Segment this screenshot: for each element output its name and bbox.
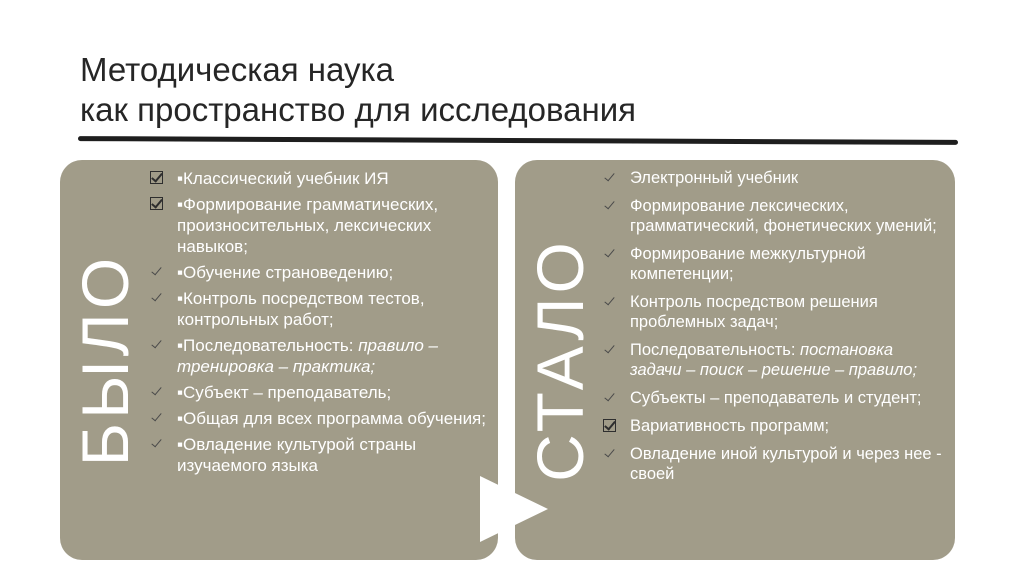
list-item: [603, 292, 948, 332]
after-panel: [515, 160, 955, 560]
item-text: ▪Обучение страноведению;: [177, 263, 394, 282]
item-text: Овладение иной культурой и через нее - своей: [630, 445, 942, 483]
check-mark-icon: [150, 265, 163, 278]
item-italic-text: правило – тренировка – практика;: [177, 336, 439, 376]
check-mark-icon: [603, 247, 616, 260]
item-text: Формирование лексических, грамматический, фонетических умений;: [630, 197, 937, 235]
check-mark-icon: [150, 385, 163, 398]
checked-box-icon: [150, 197, 163, 210]
list-item: [603, 168, 948, 188]
list-item: [150, 408, 490, 429]
list-item: [603, 196, 948, 236]
item-text: Вариативность программ;: [630, 417, 830, 435]
item-text: Субъекты – преподаватель и студент;: [630, 389, 922, 407]
right-arrow-icon: [480, 476, 548, 542]
after-label: СТАЛО: [523, 238, 597, 482]
checked-box-icon: [150, 171, 163, 184]
title-underline: [78, 136, 958, 145]
list-item: [150, 288, 490, 330]
check-mark-icon: [150, 338, 163, 351]
check-mark-icon: [603, 199, 616, 212]
list-item: [603, 244, 948, 284]
item-text: Электронный учебник: [630, 169, 799, 187]
before-list: [150, 168, 490, 481]
list-item: [150, 434, 490, 476]
item-text: ▪Последовательность:: [177, 336, 354, 355]
before-label: БЫЛО: [68, 253, 142, 467]
checked-box-icon: [603, 419, 616, 432]
item-text: Контроль посредством решения проблемных задач;: [630, 293, 878, 331]
check-mark-icon: [603, 343, 616, 356]
list-item: [150, 194, 490, 257]
list-item: [603, 340, 948, 380]
list-item: [150, 168, 490, 189]
check-mark-icon: [150, 411, 163, 424]
after-list: [603, 168, 948, 492]
check-mark-icon: [603, 171, 616, 184]
item-text: ▪Субъект – преподаватель;: [177, 383, 392, 402]
item-text: Последовательность:: [630, 341, 796, 359]
list-item: [150, 262, 490, 283]
item-text: ▪Общая для всех программа обучения;: [177, 409, 486, 428]
list-item: [603, 416, 948, 436]
list-item: [603, 444, 948, 484]
title-line-1: Методическая наука: [80, 51, 394, 88]
list-item: [150, 335, 490, 377]
check-mark-icon: [603, 447, 616, 460]
check-mark-icon: [603, 391, 616, 404]
item-text: ▪Овладение культурой страны изучаемого языка: [177, 435, 417, 475]
title-line-2: как пространство для исследования: [80, 91, 637, 128]
check-mark-icon: [150, 437, 163, 450]
item-italic-text: постановка задачи – поиск – решение – правило;: [630, 341, 918, 379]
item-text: Формирование межкультурной компетенции;: [630, 245, 866, 283]
item-text: ▪Формирование грамматических, произносительных, лексических навыков;: [177, 195, 439, 256]
item-text: ▪Классический учебник ИЯ: [177, 169, 389, 188]
check-mark-icon: [150, 291, 163, 304]
before-panel: [60, 160, 498, 560]
list-item: [603, 388, 948, 408]
slide-title: [80, 50, 636, 130]
item-text: ▪Контроль посредством тестов, контрольных работ;: [177, 289, 425, 329]
check-mark-icon: [603, 295, 616, 308]
list-item: [150, 382, 490, 403]
before-label-box: [60, 160, 150, 560]
